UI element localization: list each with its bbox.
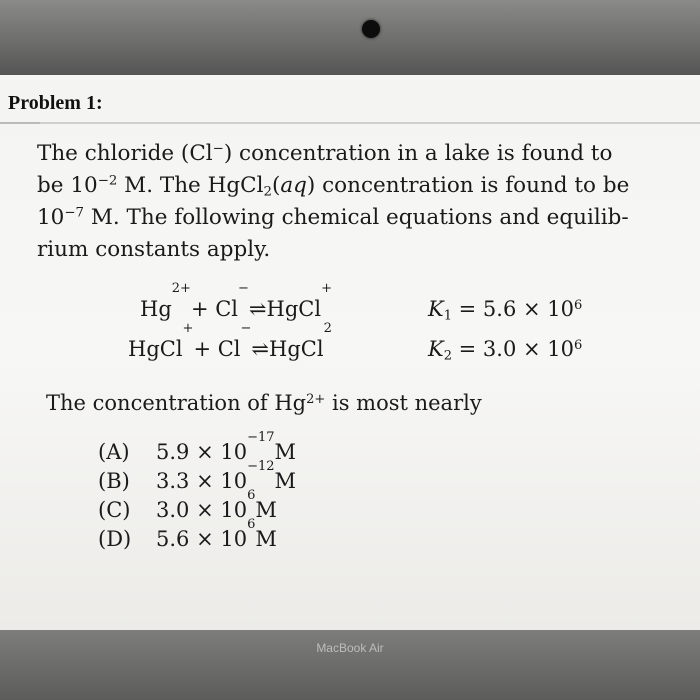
statement-line-1: The chloride (Cl−) concentration in a lake is found to [37, 141, 613, 166]
choice-a: (A) 5.9 × 10 −17 M [98, 430, 297, 464]
divider-accent [0, 122, 40, 124]
equilibrium-constant: $K_2 = 3.0 \times 10^6$ [428, 337, 583, 364]
equation-row: Hg 2+ + Cl − ⇌ HgCl + $K_1 = 5.6 \times 10^6$ [140, 289, 582, 329]
divider [0, 122, 700, 124]
question-text: The concentration of $Hg^{2+}$ is most nearly [46, 391, 482, 415]
choice-c: (C) 3.0 × 10 6 M [98, 488, 277, 522]
choice-b: (B) 3.3 × 10 −12 M [98, 459, 297, 493]
equation-row: HgCl + + Cl − ⇌ HgCl 2 $K_2 = 3.0 \times 10^6$ [128, 329, 582, 369]
brand-label: MacBook Air [316, 641, 384, 655]
equilibrium-equations [128, 281, 583, 369]
statement-line-2: be $10^{-2}$ M. The HgCl$_2$(aq) concentration is found to be [37, 173, 630, 200]
problem-title: Problem 1: [8, 92, 103, 114]
choice-d: (D) 5.6 × 10 6 M [98, 517, 277, 551]
answer-choices [98, 430, 297, 554]
laptop-top-bezel [0, 0, 700, 75]
problem-statement [37, 138, 699, 266]
statement-line-3: $10^{-7}$ M. The following chemical equations and equilib- [37, 205, 629, 230]
screen [0, 75, 700, 630]
camera-icon [362, 20, 380, 38]
statement-line-4: rium constants apply. [37, 237, 271, 262]
equilibrium-constant: $K_1 = 5.6 \times 10^6$ [428, 297, 583, 324]
